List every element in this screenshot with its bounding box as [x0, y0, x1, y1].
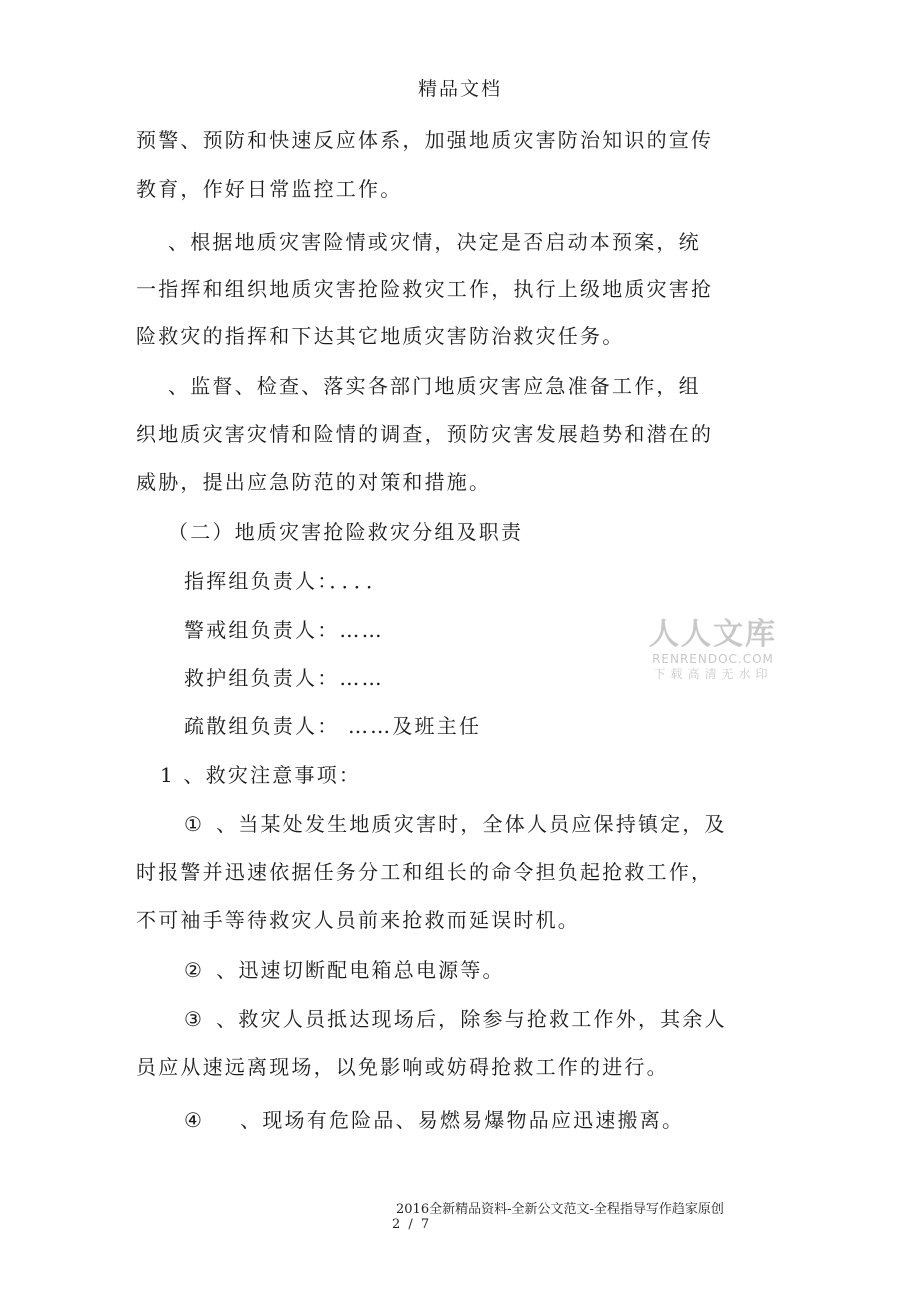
- group-line: 疏散组负责人： ……及班主任: [184, 714, 482, 738]
- body-line: 险救灾的指挥和下达其它地质灾害防治救灾任务。: [136, 324, 625, 348]
- watermark-subtitle: 下载高清无水印: [653, 667, 773, 681]
- body-line: 织地质灾害灾情和险情的调查，预防灾害发展趋势和潜在的: [136, 422, 714, 446]
- note-line: 时报警并迅速依据任务分工和组长的命令担负起抢救工作，: [136, 860, 714, 884]
- note-line: 员应从速远离现场，以免影响或妨碍抢救工作的进行。: [136, 1055, 669, 1079]
- body-line: 、根据地质灾害险情或灾情，决定是否启动本预案，统: [168, 230, 701, 254]
- circled-number-marker: ④: [184, 1108, 205, 1132]
- note-line: [184, 810, 784, 838]
- circled-number-marker: ②: [184, 958, 205, 982]
- page-number: 2 / 7: [392, 1217, 432, 1232]
- watermark: [648, 618, 778, 682]
- group-line: 救护组负责人：……: [184, 666, 384, 690]
- note-text: 、当某处发生地质灾害时，全体人员应保持镇定，及: [216, 812, 727, 836]
- watermark-title: 人人文库: [649, 617, 777, 652]
- body-line: 一指挥和组织地质灾害抢险救灾工作，执行上级地质灾害抢: [136, 277, 714, 301]
- group-line: 指挥组负责人：．．．．: [184, 569, 389, 593]
- page-header-title: 精品文档: [417, 78, 502, 100]
- group-line: 警戒组负责人：……: [184, 618, 384, 642]
- note-line: [184, 1106, 784, 1134]
- section-heading: （二）地质灾害抢险救灾分组及职责: [168, 520, 524, 544]
- item-text: 、救灾注意事项：: [183, 763, 362, 787]
- footer-note: 2016全新精品资料-全新公文范文-全程指导写作趋家原创: [396, 1202, 724, 1217]
- watermark-site: RENRENDOC.COM: [652, 652, 774, 666]
- note-line: [184, 1005, 784, 1033]
- body-line: 威胁，提出应急防范的对策和措施。: [136, 470, 492, 494]
- body-line: 预警、预防和快速反应体系，加强地质灾害防治知识的宣传: [136, 128, 714, 152]
- note-text: 、现场有危险品、易燃易爆物品应迅速搬离。: [240, 1108, 685, 1132]
- item-number: 1: [160, 763, 175, 787]
- body-line: 教育，作好日常监控工作。: [136, 177, 403, 201]
- note-line: [184, 956, 784, 984]
- note-line: 不可袖手等待救灾人员前来抢救而延误时机。: [136, 908, 580, 932]
- numbered-item: [160, 761, 760, 789]
- circled-number-marker: ③: [184, 1007, 205, 1031]
- note-text: 、救灾人员抵达现场后，除参与抢救工作外，其余人: [216, 1007, 727, 1031]
- body-line: 、监督、检查、落实各部门地质灾害应急准备工作，组: [168, 374, 701, 398]
- circled-number-marker: ①: [184, 812, 205, 836]
- note-text: 、迅速切断配电箱总电源等。: [216, 958, 505, 982]
